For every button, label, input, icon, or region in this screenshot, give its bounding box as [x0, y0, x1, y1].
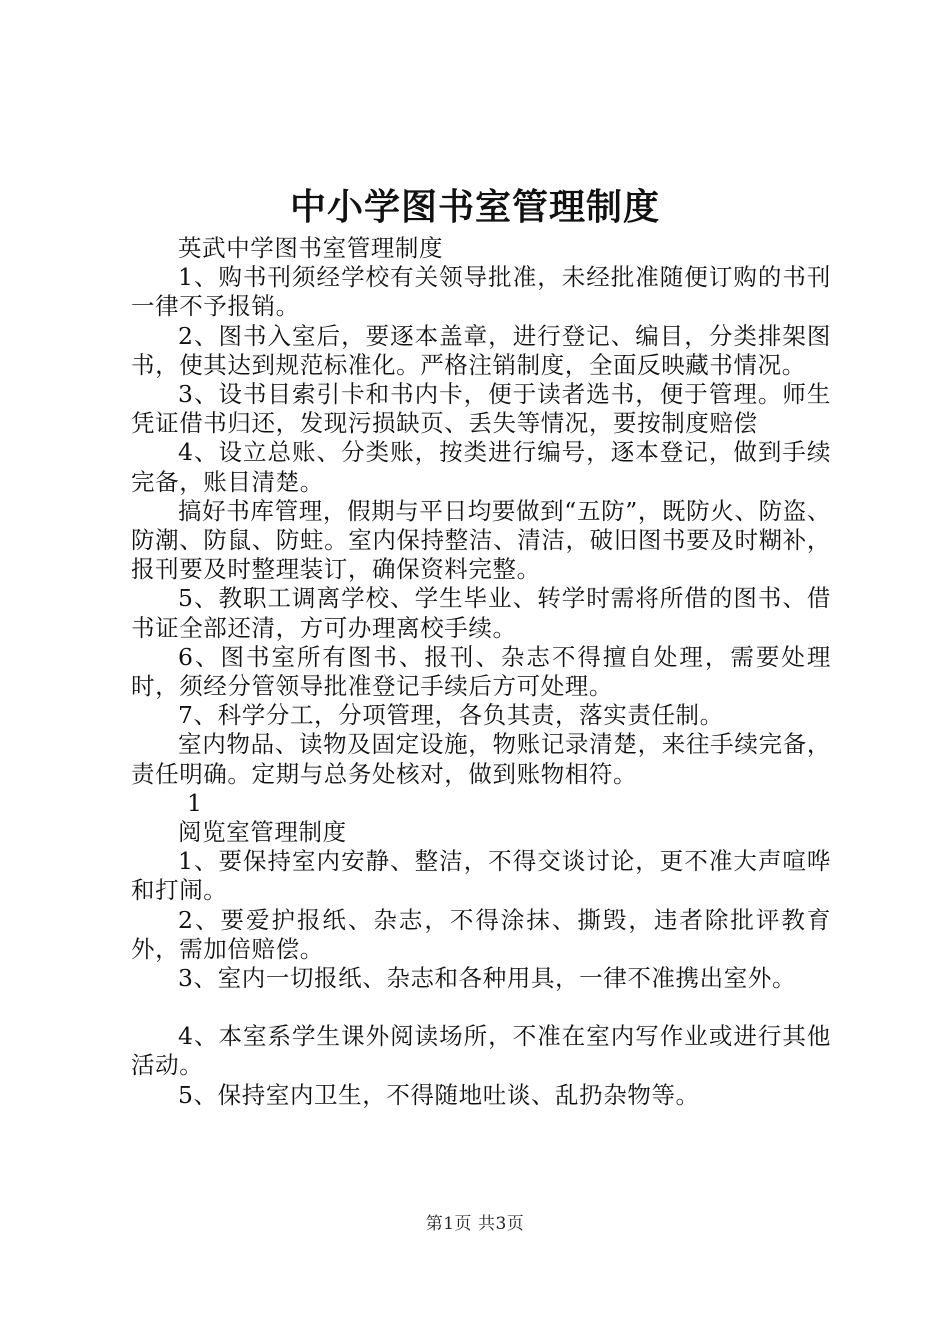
paragraph: 5、教职工调离学校、学生毕业、转学时需将所借的图书、借书证全部还清，方可办理离校手续。: [131, 584, 831, 642]
paragraph: 7、科学分工，分项管理，各负其责，落实责任制。: [178, 701, 724, 730]
paragraph: 2、图书入室后，要逐本盖章，进行登记、编目，分类排架图书，使其达到规范标准化。严格注销制度，全面反映藏书情况。: [131, 321, 831, 379]
inline-page-number: 1: [187, 788, 203, 817]
document-body: [131, 234, 831, 1110]
paragraph: 1、购书刊须经学校有关领导批准，未经批准随便订购的书刊一律不予报销。: [131, 263, 831, 321]
paragraph: 3、室内一切报纸、杂志和各种用具，一律不准携出室外。: [178, 964, 797, 993]
paragraph: 5、保持室内卫生，不得随地吐谈、乱扔杂物等。: [178, 1080, 700, 1109]
paragraph: 搞好书库管理，假期与平日均要做到“五防”，既防火、防盗、防潮、防鼠、防蛀。室内保持整洁、清洁，破旧图书要及时糊补，报刊要及时整理装订，确保资料完整。: [131, 496, 831, 584]
paragraph: 3、设书目索引卡和书内卡，便于读者选书，便于管理。师生凭证借书归还，发现污损缺页、丢失等情况，要按制度赔偿: [131, 380, 831, 438]
paragraph: 4、设立总账、分类账，按类进行编号，逐本登记，做到手续完备，账目清楚。: [131, 438, 831, 496]
paragraph: 室内物品、读物及固定设施，物账记录清楚，来往手续完备，责任明确。定期与总务处核对，做到账物相符。: [131, 730, 831, 788]
paragraph: 6、图书室所有图书、报刊、杂志不得擅自处理，需要处理时，须经分管领导批准登记手续后方可处理。: [131, 642, 831, 701]
document-title: 中小学图书室管理制度: [289, 187, 660, 228]
section-heading: 阅览室管理制度: [178, 818, 347, 847]
section-heading: 英武中学图书室管理制度: [178, 234, 444, 262]
page-footer: 第1页 共3页: [425, 1214, 525, 1234]
paragraph: 2、要爱护报纸、杂志，不得涂抹、撕毁，违者除批评教育外，需加倍赔偿。: [131, 905, 831, 963]
paragraph: 4、本室系学生课外阅读场所，不准在室内写作业或进行其他活动。: [131, 1022, 831, 1080]
paragraph: 1、要保持室内安静、整洁，不得交谈讨论，更不准大声喧哗和打闹。: [131, 847, 831, 905]
